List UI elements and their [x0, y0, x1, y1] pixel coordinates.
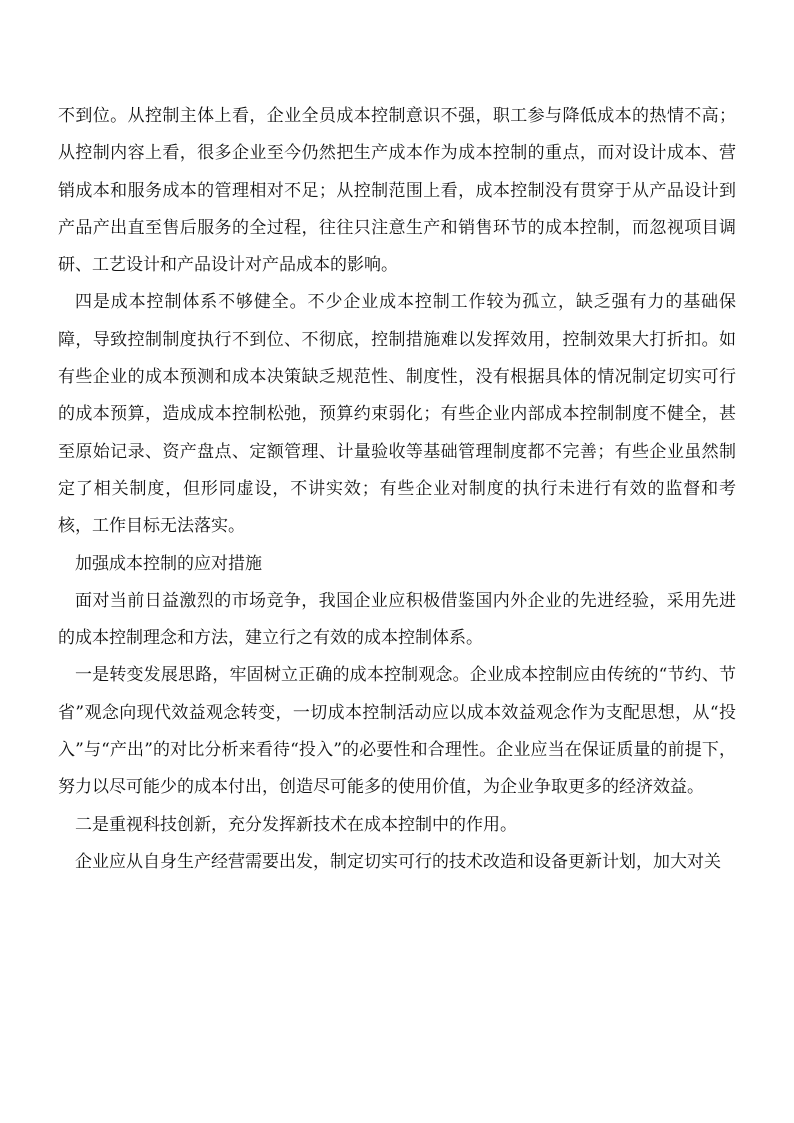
paragraph-control-subject: 不到位。从控制主体上看，企业全员成本控制意识不强，职工参与降低成本的热情不高；从控制内容上看，很多企业至今仍然把生产成本作为成本控制的重点，而对设计成本、营销成本和服务成本的管理相对不足；从控制范围上看，成本控制没有贯穿于从产品设计到产品产出直至售后服务的全过程，往往只注意生产和销售环节的成本控制，而忽视项目调研、工艺设计和产品设计对产品成本的影响。	[58, 106, 736, 276]
section-heading: 加强成本控制的应对措施	[75, 553, 262, 574]
paragraph-control-system: 四是成本控制体系不够健全。不少企业成本控制工作较为孤立，缺乏强有力的基础保障，导致控制制度执行不到位、不彻底，控制措施难以发挥效用，控制效果大打折扣。如有些企业的成本预测和成本决策缺乏规范性、制度性，没有根据具体的情况制定切实可行的成本预算，造成成本控制松弛，预算约束弱化；有些企业内部成本控制制度不健全，甚至原始记录、资产盘点、定额管理、计量验收等基础管理制度都不完善；有些企业虽然制定了相关制度，但形同虚设，不讲实效；有些企业对制度的执行未进行有效的监督和考核，工作目标无法落实。	[58, 292, 736, 537]
paragraph-tech-upgrade: 企业应从自身生产经营需要出发，制定切实可行的技术改造和设备更新计划，加大对关	[75, 851, 721, 872]
document-body	[58, 98, 736, 881]
paragraph-intro-measures: 面对当前日益激烈的市场竞争，我国企业应积极借鉴国内外企业的先进经验，采用先进的成本控制理念和方法，建立行之有效的成本控制体系。	[58, 590, 736, 649]
paragraph-measure-two: 二是重视科技创新，充分发挥新技术在成本控制中的作用。	[75, 814, 517, 835]
paragraph-measure-one: 一是转变发展思路，牢固树立正确的成本控制观念。企业成本控制应由传统的“节约、节省”观念向现代效益观念转变，一切成本控制活动应以成本效益观念作为支配思想，从“投入”与“产出”的对比分析来看待“投入”的必要性和合理性。企业应当在保证质量的前提下，努力以尽可能少的成本付出，创造尽可能多的使用价值，为企业争取更多的经济效益。	[58, 665, 736, 798]
